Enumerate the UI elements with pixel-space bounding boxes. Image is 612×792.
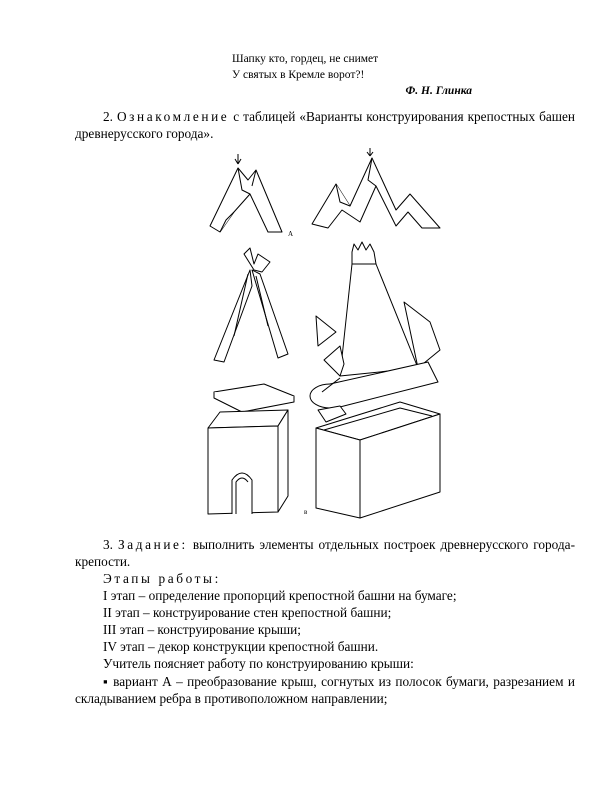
stages-heading: Этапы работы:	[103, 571, 221, 586]
tower-construction-figure	[190, 146, 450, 520]
epigraph-line-1: Шапку кто, гордец, не снимет	[232, 53, 379, 65]
tower-base-right	[316, 402, 440, 518]
section-2-paragraph	[75, 108, 575, 142]
section-3-spaced-word: Задание:	[117, 537, 188, 552]
section-2-number: 2.	[103, 109, 113, 124]
section-2-text: с таблицей «Варианты конструирования крепостных башен древнерусского города».	[75, 109, 575, 141]
teacher-note: Учитель поясняет работу по конструированию крыши:	[103, 656, 414, 671]
epigraph-author: Ф. Н. Глинка	[405, 85, 472, 97]
figure-label-a: А	[288, 230, 294, 238]
flat-slab	[214, 384, 294, 412]
stage-item-4: IV этап – декор конструкции крепостной башни.	[103, 639, 379, 654]
epigraph-line-2: У святых в Кремле ворот?!	[232, 69, 365, 81]
section-3-text: выполнить элементы отдельных построек древнерусского города-крепости.	[75, 537, 576, 569]
stage-item-2: II этап – конструирование стен крепостной башни;	[103, 605, 392, 620]
pyramid-roof-right	[310, 242, 440, 422]
folded-roof-strip-left	[210, 154, 282, 232]
section-3-paragraph	[75, 536, 575, 570]
stage-item-3: III этап – конструирование крыши;	[103, 622, 301, 637]
epigraph	[232, 51, 472, 99]
tent-roof-left	[214, 248, 288, 362]
section-3-number: 3.	[103, 537, 113, 552]
tower-base-left	[208, 410, 288, 514]
stage-item-1: I этап – определение пропорций крепостной башни на бумаге;	[103, 588, 457, 603]
figure-label-b: в	[304, 508, 308, 516]
variant-a-paragraph: ▪ вариант А – преобразование крыш, согнутых из полосок бумаги, разрезанием и складыванием ребра в противоположном направлении;	[75, 674, 575, 706]
folded-roof-strip-right	[312, 148, 440, 228]
section-2-spaced-word: Ознакомление	[116, 109, 230, 124]
